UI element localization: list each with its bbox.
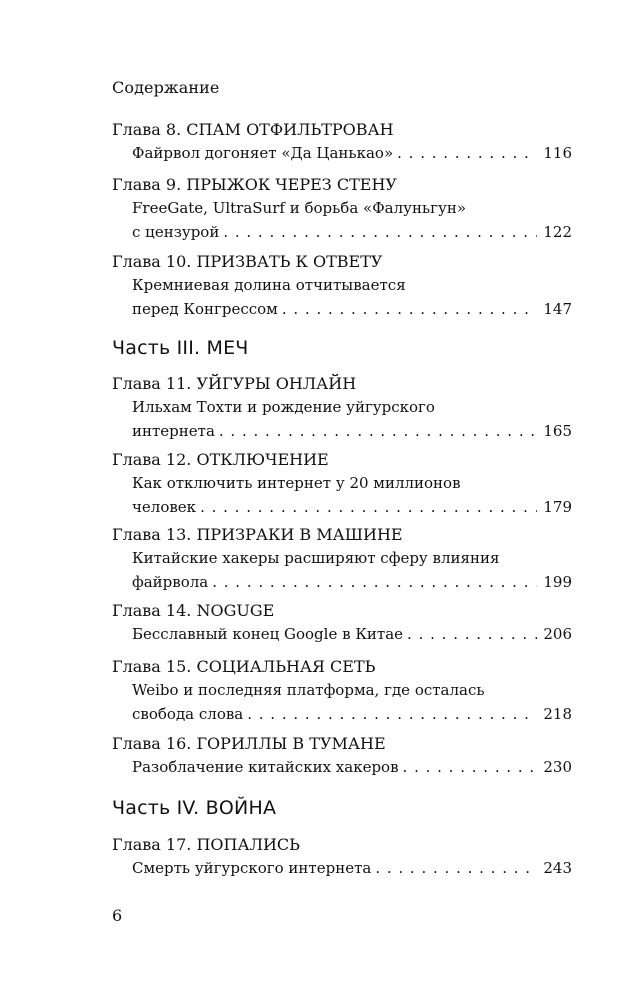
subtitle-last-line: с цензурой	[132, 223, 220, 241]
toc-entry-ch15[interactable]	[112, 655, 572, 726]
leader-dots	[247, 702, 537, 726]
toc-entry-ch17[interactable]	[112, 833, 572, 880]
toc-entry-ch14[interactable]	[112, 599, 572, 646]
page-number: 122	[543, 223, 572, 241]
chapter-title: Глава 12. ОТКЛЮЧЕНИЕ	[112, 450, 329, 469]
chapter-title: Глава 10. ПРИЗВАТЬ К ОТВЕТУ	[112, 252, 383, 271]
chapter-subtitle	[132, 755, 572, 779]
toc-entry-ch9[interactable]	[112, 173, 572, 244]
subtitle-last-line: свобода слова	[132, 705, 244, 723]
chapter-subtitle	[132, 546, 572, 594]
chapter-subtitle	[132, 141, 572, 165]
subtitle-line: FreeGate, UltraSurf и борьба «Фалуньгун»	[132, 199, 466, 217]
page-number: 147	[543, 300, 572, 318]
chapter-title: Глава 9. ПРЫЖОК ЧЕРЕЗ СТЕНУ	[112, 175, 397, 194]
chapter-title: Глава 11. УЙГУРЫ ОНЛАЙН	[112, 374, 357, 393]
toc-entry-ch8[interactable]	[112, 118, 572, 165]
chapter-subtitle	[132, 856, 572, 880]
subtitle-last-line: Разоблачение китайских хакеров	[132, 758, 399, 776]
subtitle-line: Weibo и последняя платформа, где осталась	[132, 681, 485, 699]
leader-dots	[375, 856, 537, 880]
chapter-subtitle	[132, 196, 572, 244]
subtitle-last-line: файрвола	[132, 573, 209, 591]
toc-entry-ch16[interactable]	[112, 732, 572, 779]
page-number: 218	[543, 705, 572, 723]
toc-entry-ch10[interactable]	[112, 250, 572, 321]
chapter-title: Глава 8. СПАМ ОТФИЛЬТРОВАН	[112, 120, 394, 139]
running-head: Содержание	[112, 78, 220, 97]
chapter-subtitle	[132, 471, 572, 519]
leader-dots	[407, 622, 537, 646]
chapter-title: Глава 17. ПОПАЛИСЬ	[112, 835, 300, 854]
chapter-subtitle	[132, 622, 572, 646]
page-number: 116	[543, 144, 572, 162]
part-heading: Часть III. МЕЧ	[112, 337, 249, 359]
subtitle-line: Кремниевая долина отчитывается	[132, 276, 406, 294]
subtitle-last-line: Бесславный конец Google в Китае	[132, 625, 404, 643]
page-number: 230	[543, 758, 572, 776]
leader-dots	[403, 755, 538, 779]
leader-dots	[282, 297, 538, 321]
toc-entry-ch12[interactable]	[112, 448, 572, 519]
subtitle-last-line: человек	[132, 498, 197, 516]
page-number: 243	[543, 859, 572, 877]
leader-dots	[219, 419, 537, 443]
page-number: 206	[543, 625, 572, 643]
page-number: 179	[543, 498, 572, 516]
chapter-title: Глава 16. ГОРИЛЛЫ В ТУМАНЕ	[112, 734, 386, 753]
leader-dots	[223, 220, 537, 244]
subtitle-line: Китайские хакеры расширяют сферу влияния	[132, 549, 500, 567]
toc-entry-ch11[interactable]	[112, 372, 572, 443]
subtitle-last-line: перед Конгрессом	[132, 300, 278, 318]
chapter-subtitle	[132, 273, 572, 321]
page-number: 199	[543, 573, 572, 591]
leader-dots	[200, 495, 537, 519]
chapter-subtitle	[132, 395, 572, 443]
part-heading: Часть IV. ВОЙНА	[112, 797, 277, 819]
subtitle-line: Ильхам Тохти и рождение уйгурского	[132, 398, 435, 416]
subtitle-last-line: Файрвол догоняет «Да Цанькао»	[132, 144, 394, 162]
subtitle-last-line: Смерть уйгурского интернета	[132, 859, 372, 877]
page-folio: 6	[112, 906, 123, 925]
leader-dots	[212, 570, 537, 594]
chapter-title: Глава 15. СОЦИАЛЬНАЯ СЕТЬ	[112, 657, 376, 676]
subtitle-line: Как отключить интернет у 20 миллионов	[132, 474, 461, 492]
page-number: 165	[543, 422, 572, 440]
chapter-subtitle	[132, 678, 572, 726]
toc-entry-ch13[interactable]	[112, 523, 572, 594]
leader-dots	[397, 141, 537, 165]
chapter-title: Глава 13. ПРИЗРАКИ В МАШИНЕ	[112, 525, 403, 544]
subtitle-last-line: интернета	[132, 422, 215, 440]
chapter-title: Глава 14. NOGUGE	[112, 601, 275, 620]
